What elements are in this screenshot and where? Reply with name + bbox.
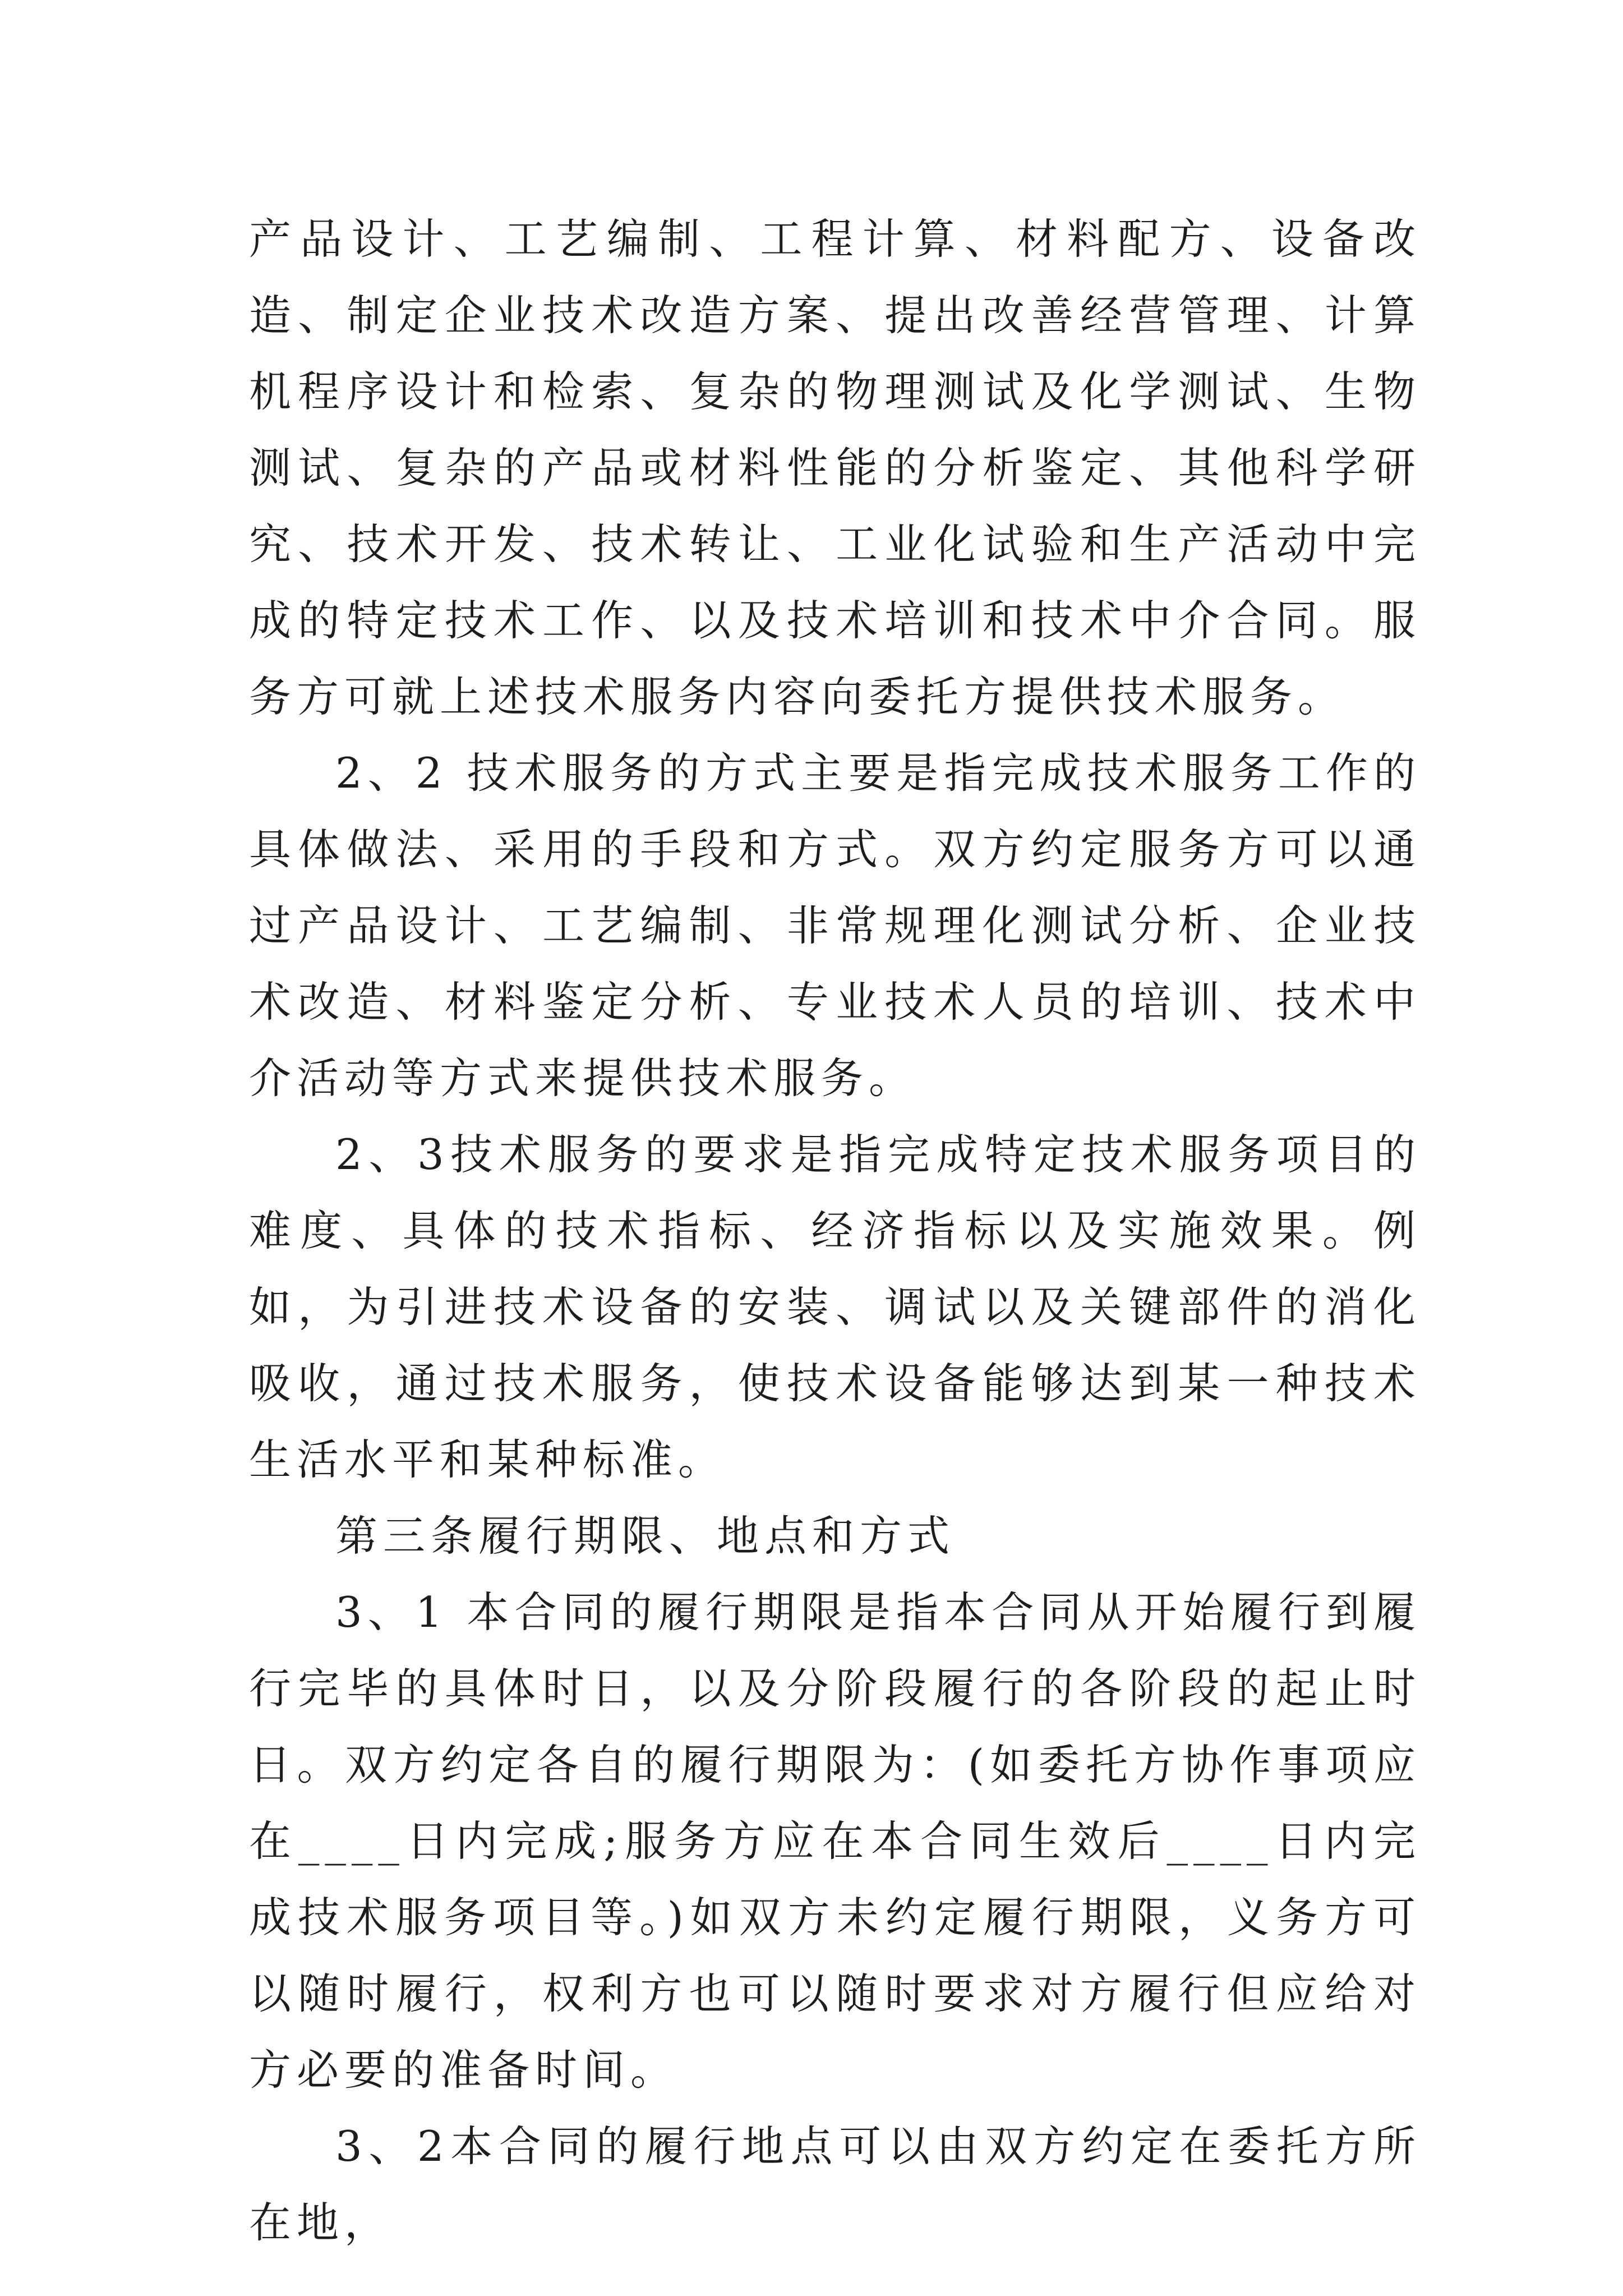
paragraph-service-content: 产品设计、工艺编制、工程计算、材料配方、设备改造、制定企业技术改造方案、提出改善经营管理、计算机程序设计和检索、复杂的物理测试及化学测试、生物测试、复杂的产品或材料性能的分析鉴定、其他科学研究、技术开发、技术转让、工业化试验和生产活动中完成的特定技术工作、以及技术培训和技术中介合同。服务方可就上述技术服务内容向委托方提供技术服务。 xyxy=(249,214,1421,721)
paragraph-service-requirements: 2、3技术服务的要求是指完成特定技术服务项目的难度、具体的技术指标、经济指标以及实施效果。例如，为引进技术设备的安装、调试以及关键部件的消化吸收，通过技术服务，使技术设备能够达到某一种技术生活水平和某种标准。 xyxy=(249,1130,1421,1484)
section-heading-article-three: 第三条履行期限、地点和方式 xyxy=(335,1511,956,1561)
paragraph-service-method: 2、2 技术服务的方式主要是指完成技术服务工作的具体做法、采用的手段和方式。双方约定服务方可以通过产品设计、工艺编制、非常规理化测试分析、企业技术改造、材料鉴定分析、专业技术人员的培训、技术中介活动等方式来提供技术服务。 xyxy=(249,748,1421,1103)
paragraph-performance-location: 3、2本合同的履行地点可以由双方约定在委托方所在地， xyxy=(249,2122,1421,2247)
document-body xyxy=(249,201,1421,2261)
paragraph-performance-period: 3、1 本合同的履行期限是指本合同从开始履行到履行完毕的具体时日，以及分阶段履行的各阶段的起止时日。双方约定各自的履行期限为：(如委托方协作事项应在____日内完成;服务方应在本合同生效后____日内完成技术服务项目等。)如双方未约定履行期限，义务方可以随时履行，权利方也可以随时要求对方履行但应给对方必要的准备时间。 xyxy=(249,1588,1421,2095)
